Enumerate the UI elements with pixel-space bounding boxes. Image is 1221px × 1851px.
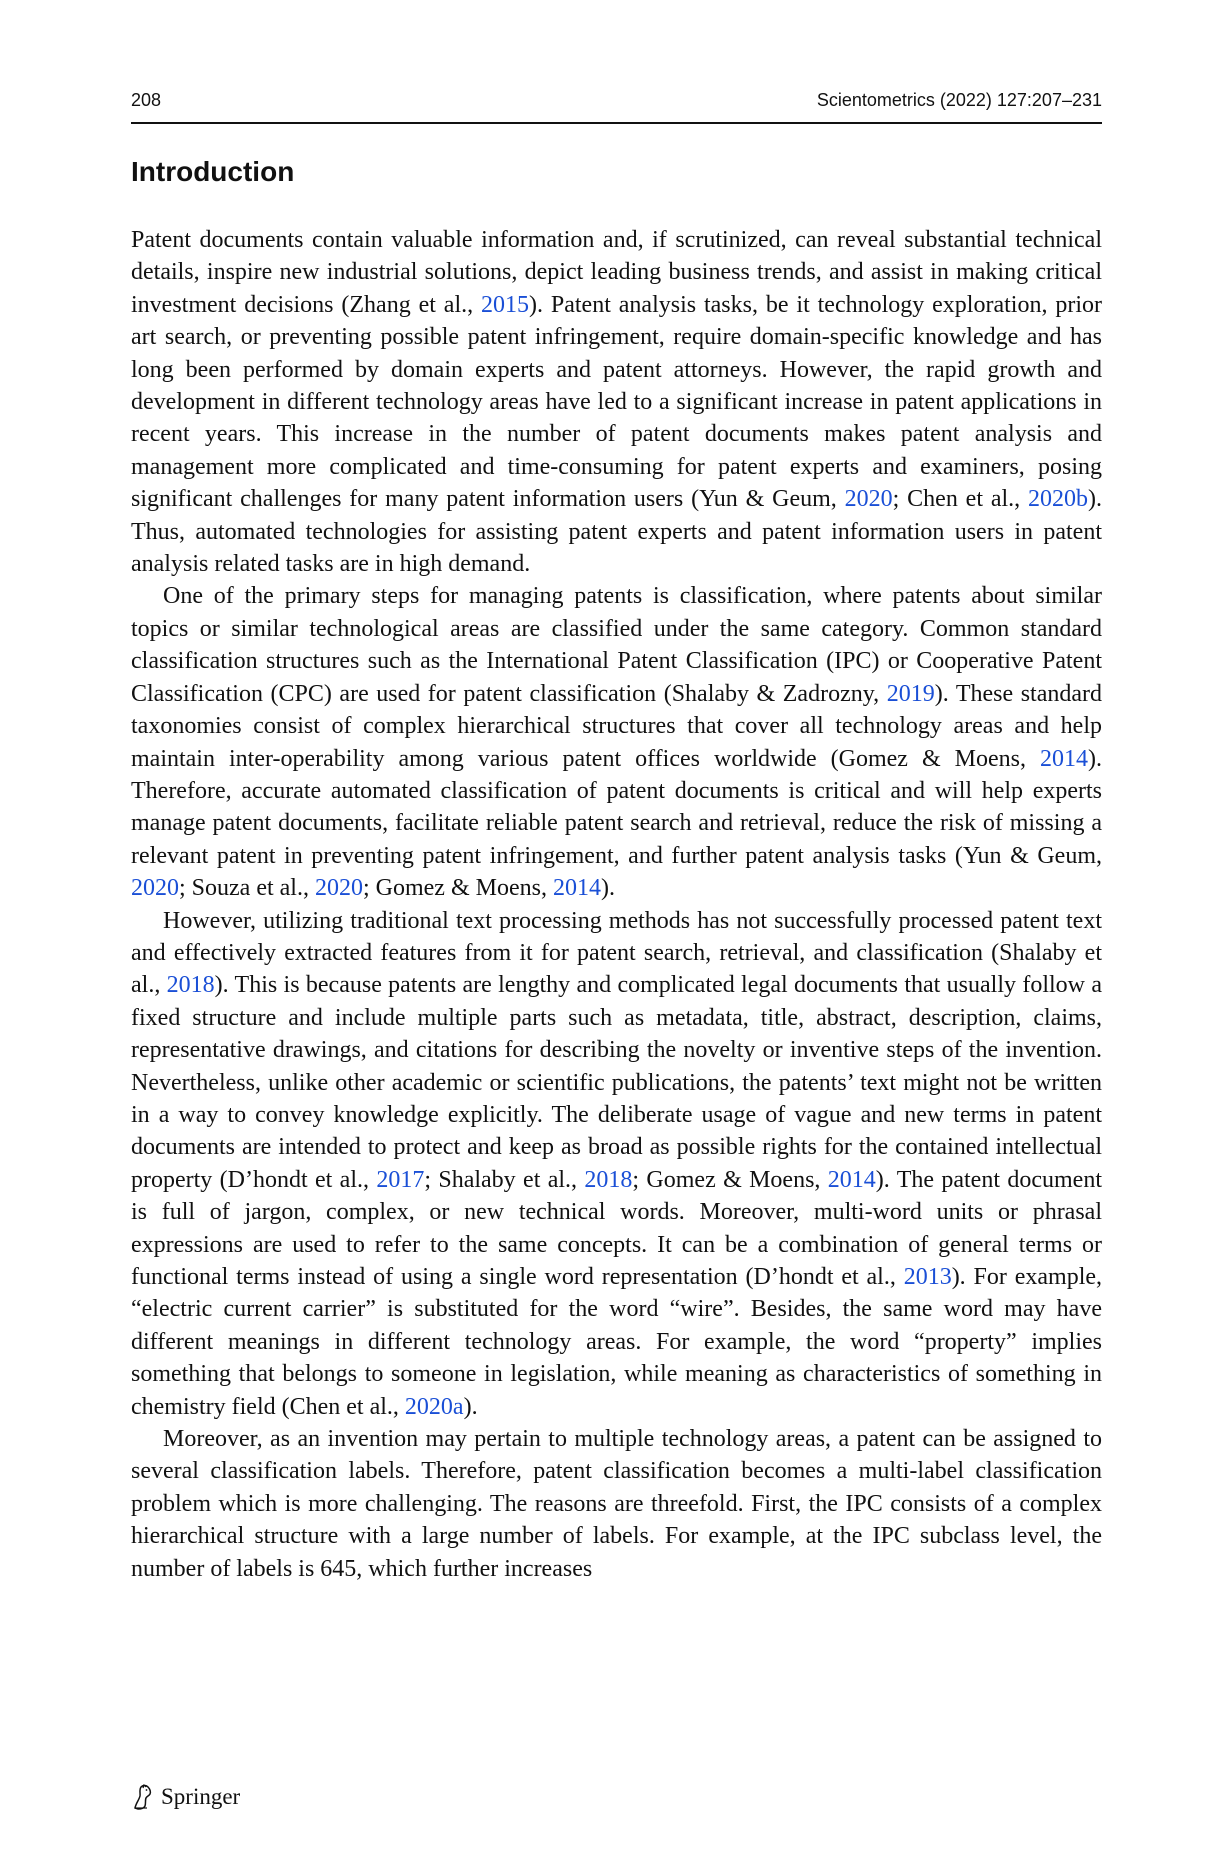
paragraph-text: ). These standard taxonomies consist of complex hierarchical structures that cover all technology areas and help maintain inter-operability among various patent offices worldwide (Gomez & Moens, bbox=[131, 680, 1102, 772]
paragraph bbox=[131, 580, 1102, 904]
citation-link[interactable]: 2014 bbox=[1040, 745, 1088, 772]
paragraph bbox=[131, 905, 1102, 1424]
springer-horse-icon bbox=[131, 1784, 155, 1810]
paragraph bbox=[131, 224, 1102, 580]
body-text bbox=[131, 224, 1102, 1585]
paragraph-text: ). bbox=[600, 875, 615, 902]
paragraph-text: ; Chen et al., bbox=[892, 486, 1029, 513]
paragraph-text: Patent documents contain valuable information and, if scrutinized, can reveal substantial technical details, inspire new industrial solutions, depict leading business trends, and assist in making critical investment decisions (Zhang et al., bbox=[131, 227, 1102, 318]
paragraph-text: However, utilizing traditional text processing methods has not successfully processed patent text and effectively extracted features from it for patent search, retrieval, and classification (Shalaby et al., bbox=[131, 907, 1102, 999]
citation-link[interactable]: 2014 bbox=[552, 875, 601, 902]
citation-link[interactable]: 2018 bbox=[584, 1166, 633, 1193]
citation-link[interactable]: 2019 bbox=[886, 680, 935, 707]
paragraph-text: ). The patent document is full of jargon, complex, or new technical words. Moreover, multi-word units or phrasal expressions are used to refer to the same concepts. It can be a combination of general terms or functional terms instead of using a single word representation (D’hondt et al., bbox=[131, 1166, 1102, 1290]
paragraph bbox=[131, 1423, 1102, 1585]
paragraph-text: One of the primary steps for managing patents is classification, where patents about similar topics or similar technological areas are classified under the same category. Common standard classification structures such as the International Patent Classification (IPC) or Cooperative Patent Classification (CPC) are used for patent classification (Shalaby & Zadrozny, bbox=[131, 583, 1102, 707]
citation-link[interactable]: 2020b bbox=[1028, 486, 1089, 513]
publisher-footer bbox=[131, 1781, 240, 1813]
paragraph-text: Moreover, as an invention may pertain to multiple technology areas, a patent can be assigned to several classification labels. Therefore, patent classification becomes a multi-label classification problem which is more challenging. The reasons are threefold. First, the IPC consists of a complex hierarchical structure with a large number of labels. For example, at the IPC subclass level, the number of labels is 645, which further increases bbox=[131, 1426, 1102, 1582]
citation-link[interactable]: 2017 bbox=[376, 1166, 425, 1193]
paragraph-text: ). For example, “electric current carrier” is substituted for the word “wire”. Besides, the same word may have different meanings in different technology areas. For example, the word “property” implies something that belongs to someone in legislation, while meaning as characteristics of something in chemistry field (Chen et al., bbox=[131, 1264, 1103, 1420]
section-heading: Introduction bbox=[131, 156, 295, 187]
paragraph-text: ). Patent analysis tasks, be it technology exploration, prior art search, or preventing possible patent infringement, require domain-specific knowledge and has long been performed by domain experts and patent attorneys. However, the rapid growth and development in different technology areas have led to a significant increase in patent applications in recent years. This increase in the number of patent documents makes patent analysis and management more complicated and time-consuming for patent experts and examiners, posing significant challenges for many patent information users (Yun & Geum, bbox=[131, 291, 1102, 513]
journal-reference: Scientometrics (2022) 127:207–231 bbox=[816, 90, 1102, 110]
citation-link[interactable]: 2014 bbox=[827, 1166, 876, 1193]
citation-link[interactable]: 2018 bbox=[166, 972, 215, 999]
paragraph-text: ; Gomez & Moens, bbox=[362, 875, 553, 902]
citation-link[interactable]: 2020 bbox=[844, 486, 893, 513]
paragraph-text: ). bbox=[463, 1393, 478, 1420]
page-number: 208 bbox=[131, 90, 162, 110]
running-header bbox=[131, 88, 1102, 124]
paragraph-text: ; Shalaby et al., bbox=[424, 1166, 585, 1193]
paragraph-text: ; Souza et al., bbox=[179, 875, 315, 902]
citation-link[interactable]: 2013 bbox=[903, 1264, 952, 1290]
citation-link[interactable]: 2015 bbox=[481, 291, 530, 318]
paragraph-text: ). This is because patents are lengthy and complicated legal documents that usually follow a fixed structure and include multiple parts such as metadata, title, abstract, description, claims, representative drawings, and citations for describing the novelty or inventive steps of the invention. Nevertheless, unlike other academic or scientific publications, the patents’ text might not be written in a way to convey knowledge explicitly. The deliberate usage of vague and new terms in patent documents are intended to protect and keep as broad as possible rights for the contained intellectual property (D’hondt et al., bbox=[131, 972, 1102, 1193]
citation-link[interactable]: 2020a bbox=[404, 1393, 464, 1420]
paragraph-text: ). Therefore, accurate automated classification of patent documents is critical and will help experts manage patent documents, facilitate reliable patent search and retrieval, reduce the risk of missing a relevant patent in preventing patent infringement, and further patent analysis tasks (Yun & Geum, bbox=[131, 745, 1102, 869]
paragraph-text: ; Gomez & Moens, bbox=[632, 1166, 828, 1193]
paragraph-text: ). Thus, automated technologies for assisting patent experts and patent information users in patent analysis related tasks are in high demand. bbox=[131, 486, 1103, 578]
publisher-name: Springer bbox=[161, 1784, 241, 1809]
citation-link[interactable]: 2020 bbox=[314, 875, 363, 902]
citation-link[interactable]: 2020 bbox=[131, 875, 179, 902]
